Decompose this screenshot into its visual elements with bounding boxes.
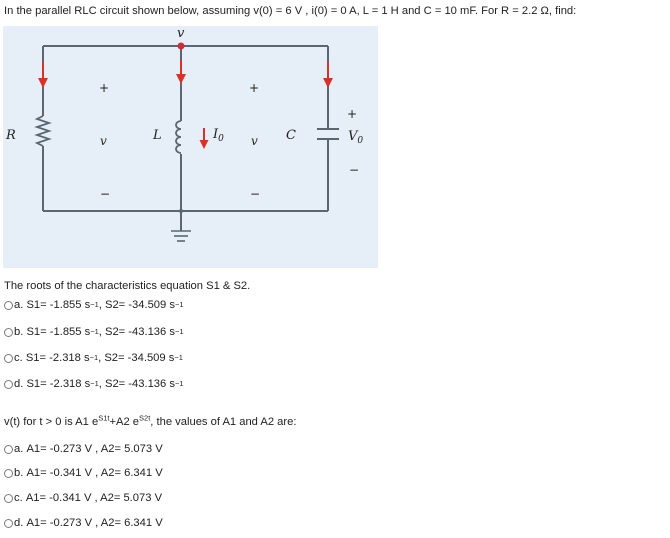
resistor-label: R	[6, 128, 16, 143]
part2-label: v(t) for t > 0 is A1 $e^{S1t}+A2$ $e^{S2t}$, the values of A1 and A2 are:	[4, 413, 297, 428]
part2-option-a[interactable]: a. A1= -0.273 V , A2= 5.073 V	[4, 443, 163, 455]
plus-sign-mid: +	[249, 81, 260, 95]
plus-sign-right: +	[347, 107, 358, 121]
vo-label: $V_0$	[348, 129, 364, 146]
voltage-label-mid: v	[251, 134, 258, 148]
minus-sign-mid: −	[250, 187, 261, 201]
part1-option-d[interactable]: d. S1= -2.318 s −1 , S2= -43.136 s −1	[4, 378, 184, 390]
radio-button[interactable]	[4, 445, 13, 454]
part2-option-c[interactable]: c. A1= -0.341 V , A2= 5.073 V	[4, 492, 162, 504]
io-label: $I_0$	[213, 127, 224, 144]
radio-button[interactable]	[4, 328, 13, 337]
part2-option-b[interactable]: b. A1= -0.341 V , A2= 6.341 V	[4, 467, 163, 479]
plus-sign-left: +	[99, 81, 110, 95]
part1-option-b[interactable]: b. S1= -1.855 s −1 , S2= -43.136 s −1	[4, 326, 184, 338]
part1-option-c[interactable]: c. S1= -2.318 s −1 , S2= -34.509 s −1	[4, 352, 183, 364]
question-prompt: In the parallel RLC circuit shown below, assuming v(0) = 6 V , i(0) = 0 A, L = 1 H and C = 10 mF. For R = 2.2 Ω, find:	[4, 5, 577, 17]
capacitor-label: C	[286, 128, 296, 143]
part2-option-d[interactable]: d. A1= -0.273 V , A2= 6.341 V	[4, 517, 163, 529]
voltage-label-left: v	[100, 134, 107, 148]
top-node-label: v	[177, 26, 185, 41]
radio-button[interactable]	[4, 301, 13, 310]
minus-sign-right: −	[349, 163, 360, 177]
bottom-node-dot	[179, 209, 183, 213]
radio-button[interactable]	[4, 354, 13, 363]
part1-label: The roots of the characteristics equation S1 & S2.	[4, 280, 251, 292]
rlc-circuit-diagram	[3, 26, 378, 268]
radio-button[interactable]	[4, 494, 13, 503]
top-node-dot	[178, 43, 185, 50]
radio-button[interactable]	[4, 380, 13, 389]
inductor-label: L	[153, 128, 162, 143]
minus-sign-left: −	[100, 187, 111, 201]
radio-button[interactable]	[4, 469, 13, 478]
part1-option-a[interactable]: a. S1= -1.855 s −1 , S2= -34.509 s −1	[4, 299, 184, 311]
radio-button[interactable]	[4, 519, 13, 528]
